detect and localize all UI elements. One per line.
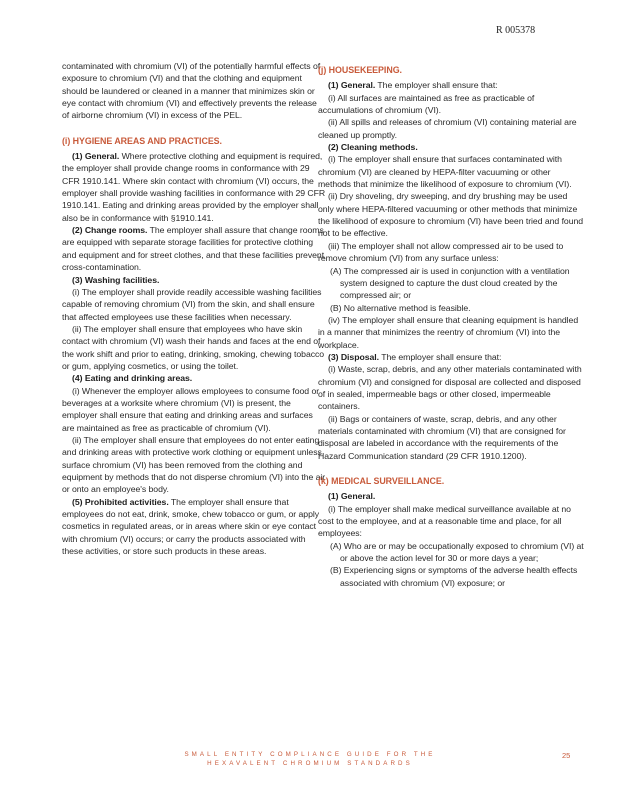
- paragraph: (i) The employer shall ensure that surfaces contaminated with chromium (VI) are cleaned by HEPA-filter vacuuming or other methods that minimize the likelihood of exposure to chromium (VI).: [318, 154, 572, 190]
- paragraph: (ii) The employer shall ensure that employees who have skin contact with chromium (VI) wash their hands and faces at the end of the work shift and prior to eating, drinking, smoking, chewing tobacco or gum, applying cosmetics, or using the toilet.: [62, 323, 325, 371]
- paragraph-lead: (2) Change rooms.: [72, 225, 148, 236]
- paragraph-text: The employer shall ensure that:: [379, 351, 502, 362]
- section-heading: (i) HYGIENE AREAS AND PRACTICES.: [62, 135, 222, 146]
- paragraph-text: The employer shall assure that change rooms are equipped with separate storage facilities for protective clothing and equipment and for street clothes, and that these facilities prevent cross-contamination.: [62, 225, 325, 273]
- paragraph: (i) The employer shall provide readily accessible washing facilities capable of removing chromium (VI) from the skin, and shall ensure that affected employees use these facilities when necessary.: [62, 286, 322, 322]
- subsection-heading: (1) General.: [328, 491, 376, 502]
- right-column: [318, 60, 584, 589]
- paragraph-lead: (1) General.: [328, 80, 376, 91]
- paragraph: [318, 79, 584, 91]
- paragraph: (i) The employer shall make medical surveillance available at no cost to the employee, and at a reasonable time and place, for all employees:: [318, 503, 571, 539]
- section-heading: (j) HOUSEKEEPING.: [318, 65, 402, 75]
- paragraph: (ii) Dry shoveling, dry sweeping, and dry brushing may be used only where HEPA-filtered vacuuming or other methods that minimize the likelihood of exposure to chromium (VI) have been tried and found not to be effective.: [318, 191, 584, 239]
- paragraph-text: The employer shall ensure that:: [375, 80, 498, 91]
- subsection-heading: (4) Eating and drinking areas.: [72, 373, 193, 384]
- paragraph: (ii) All spills and releases of chromium (VI) containing material are cleaned up promptly.: [318, 117, 577, 140]
- paragraph: [318, 351, 584, 363]
- paragraph: (iv) The employer shall ensure that cleaning equipment is handled in a manner that minimizes the reentry of chromium (VI) into the workplace.: [318, 314, 579, 350]
- footer-title-line-2: HEXAVALENT CHROMIUM STANDARDS: [207, 760, 413, 767]
- page-number: 25: [562, 751, 571, 760]
- paragraph: (i) Whenever the employer allows employees to consume food or beverages at a worksite where chromium (VI) is present, the employer shall ensure that eating and drinking areas and surfaces are maintained as free as practicable of chromium (VI).: [62, 385, 320, 433]
- paragraph: contaminated with chromium (VI) of the potentially harmful effects of exposure to chromium (VI) and that the clothing and equipment should be laundered or cleaned in a manner that minimizes skin or eye contact with chromium (VI) and effectively prevents the release of airborne chromium (VI) in excess of the PEL.: [62, 61, 321, 121]
- paragraph: (ii) The employer shall ensure that employees do not enter eating and drinking areas with protective work clothing or equipment unless surface chromium (VI) has been removed from the clothing and equipment by methods that do not disperse chromium (VI) into the air or onto an employee's body.: [62, 434, 326, 495]
- subsection-heading: (2) Cleaning methods.: [328, 142, 418, 153]
- list-item: (A) The compressed air is used in conjunction with a ventilation system designed to capture the dust cloud created by the compressed air; or: [330, 265, 570, 301]
- paragraph: (i) Waste, scrap, debris, and any other materials contaminated with chromium (VI) and consigned for disposal are collected and disposed of in sealed, impermeable bags or other closed, impermeable containers.: [318, 364, 582, 412]
- paragraph: [62, 496, 326, 558]
- footer-title-line-1: SMALL ENTITY COMPLIANCE GUIDE FOR THE: [184, 751, 436, 758]
- paragraph-text: The employer shall ensure that employees do not eat, drink, smoke, chew tobacco or gum, or apply cosmetics in regulated areas, or in areas where skin or eye contact with chromium (VI) occurs; or carry the products associated with these activities, or store such products in these areas.: [62, 496, 320, 557]
- paragraph-lead: (1) General.: [72, 151, 120, 162]
- paragraph: [62, 224, 326, 273]
- paragraph: (ii) Bags or containers of waste, scrap, debris, and any other materials contaminated with chromium (VI) that are consigned for disposal are labeled in accordance with the requirements of the Hazard Communication standard (29 CFR 1910.1200).: [318, 413, 566, 461]
- paragraph-lead: (3) Disposal.: [328, 351, 380, 362]
- document-id: R 005378: [496, 25, 536, 36]
- paragraph-text: Where protective clothing and equipment is required, the employer shall provide change rooms in conformance with 29 CFR 1910.141. Where skin contact with chromium (VI) occurs, the employer shall provide washing facilities in conformance with 29 CFR 1910.141. Eating and drinking areas provided by the employer shall also be in conformance with §1910.141.: [62, 151, 326, 223]
- paragraph: (i) All surfaces are maintained as free as practicable of accumulations of chromium (VI).: [318, 92, 535, 116]
- paragraph: [62, 150, 326, 224]
- paragraph: (iii) The employer shall not allow compressed air to be used to remove chromium (VI) from any surface unless:: [318, 240, 564, 264]
- section-heading: (k) MEDICAL SURVEILLANCE.: [318, 476, 445, 486]
- list-item: (B) Experiencing signs or symptoms of the adverse health effects associated with chromium (VI) exposure; or: [330, 565, 578, 588]
- subsection-heading: (3) Washing facilities.: [72, 274, 160, 285]
- list-item: (A) Who are or may be occupationally exposed to chromium (VI) at or above the action level for 30 or more days a year;: [330, 540, 584, 564]
- left-column: [62, 60, 326, 557]
- list-item: (B) No alternative method is feasible.: [330, 302, 471, 313]
- paragraph-lead: (5) Prohibited activities.: [72, 496, 169, 507]
- page-footer: [140, 750, 480, 768]
